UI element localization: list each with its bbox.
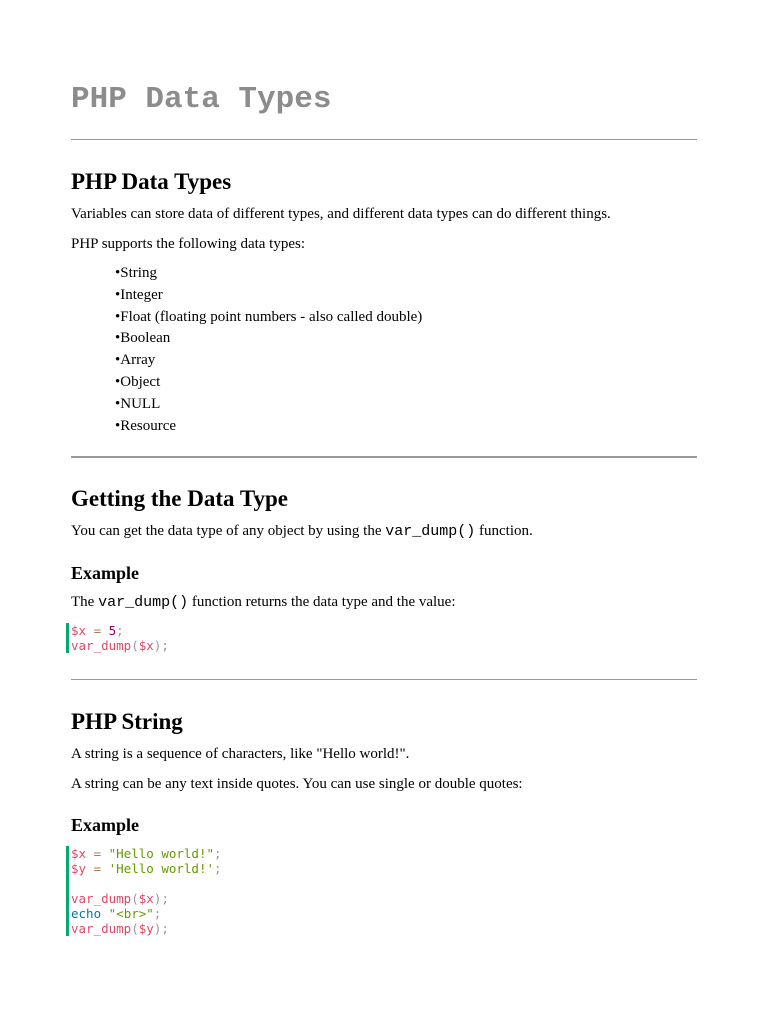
code-token: var_dump bbox=[71, 891, 132, 907]
list-item: • Resource bbox=[115, 416, 697, 438]
example-heading: Example bbox=[71, 815, 140, 836]
inline-code: var_dump() bbox=[98, 594, 189, 612]
code-token: "<br>" bbox=[108, 906, 154, 922]
paragraph bbox=[71, 521, 697, 542]
paragraph: Variables can store data of different types, and different data types can do different things. bbox=[71, 206, 611, 222]
inline-code: var_dump() bbox=[385, 523, 476, 541]
code-token: $x bbox=[71, 623, 87, 639]
code-token: ( bbox=[131, 638, 139, 654]
code-token: ); bbox=[153, 638, 169, 654]
list-item: • Object bbox=[115, 372, 697, 394]
code-token: var_dump bbox=[71, 921, 132, 937]
code-token: = bbox=[86, 861, 109, 877]
code-token: ; bbox=[153, 906, 162, 922]
code-token: $x bbox=[71, 846, 87, 862]
paragraph: PHP supports the following data types: bbox=[71, 236, 306, 252]
code-token: $y bbox=[138, 921, 154, 937]
page-title: PHP Data Types bbox=[71, 82, 332, 117]
divider bbox=[71, 679, 697, 680]
code-token: "Hello world!" bbox=[108, 846, 214, 862]
code-token: 5 bbox=[108, 623, 117, 639]
code-line bbox=[71, 638, 697, 653]
list-item: • Boolean bbox=[115, 328, 697, 350]
code-token: ; bbox=[116, 623, 124, 639]
code-token: $x bbox=[138, 891, 154, 907]
divider bbox=[71, 456, 697, 458]
code-token: $y bbox=[71, 861, 87, 877]
text: function. bbox=[475, 523, 533, 540]
code-line bbox=[71, 891, 697, 906]
code-example bbox=[66, 623, 697, 653]
page bbox=[71, 0, 697, 936]
example-heading: Example bbox=[71, 563, 140, 584]
section-heading-getting-data-type: Getting the Data Type bbox=[71, 486, 288, 512]
list-item: • NULL bbox=[115, 394, 697, 416]
code-token: ); bbox=[153, 891, 169, 907]
paragraph: A string can be any text inside quotes. You can use single or double quotes: bbox=[71, 776, 523, 793]
blank-line bbox=[71, 876, 697, 891]
code-token: echo bbox=[71, 906, 102, 922]
paragraph bbox=[71, 592, 697, 613]
code-token: var_dump bbox=[71, 638, 132, 654]
code-line bbox=[71, 906, 697, 921]
code-token: ; bbox=[214, 846, 222, 862]
code-token: $x bbox=[138, 638, 154, 654]
text: function returns the data type and the value: bbox=[188, 594, 456, 611]
code-token: 'Hello world!' bbox=[108, 861, 214, 877]
section-heading-php-string: PHP String bbox=[71, 709, 183, 735]
code-token: ; bbox=[214, 861, 222, 877]
code-line bbox=[71, 623, 697, 638]
section-heading-data-types: PHP Data Types bbox=[71, 169, 232, 194]
code-line bbox=[71, 846, 697, 861]
list-item: • String bbox=[115, 263, 697, 285]
code-token: ( bbox=[131, 891, 139, 907]
list-item: • Integer bbox=[115, 285, 697, 307]
code-line bbox=[71, 861, 697, 876]
list-item: • Array bbox=[115, 350, 697, 372]
code-token: = bbox=[86, 623, 109, 639]
list-item: • Float (floating point numbers - also called double) bbox=[115, 307, 697, 329]
data-types-list bbox=[71, 263, 697, 437]
paragraph: A string is a sequence of characters, like "Hello world!". bbox=[71, 746, 410, 763]
text: The bbox=[71, 594, 99, 611]
code-line bbox=[71, 921, 697, 936]
divider bbox=[71, 139, 697, 140]
code-example bbox=[66, 846, 697, 936]
code-token: ( bbox=[131, 921, 139, 937]
text: You can get the data type of any object by using the bbox=[71, 523, 386, 540]
code-token: ); bbox=[153, 921, 169, 937]
code-token: = bbox=[86, 846, 109, 862]
